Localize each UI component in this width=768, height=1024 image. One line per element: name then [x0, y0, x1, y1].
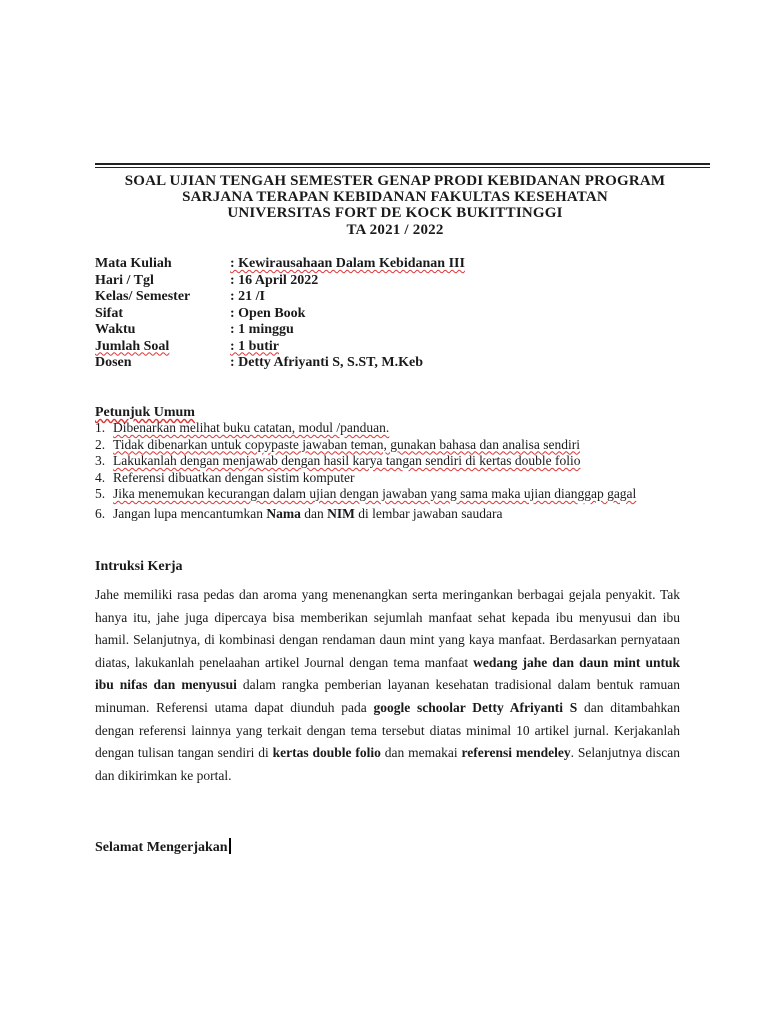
info-value: : Open Book — [230, 305, 306, 321]
info-label: Jumlah Soal — [95, 338, 170, 354]
item-text-bold: NIM — [327, 505, 355, 521]
general-instructions-heading: Petunjuk Umum — [95, 405, 195, 420]
exam-title-line-4: TA 2021 / 2022 — [346, 222, 444, 238]
info-label: Hari / Tgl — [95, 272, 154, 288]
exam-title-line-2: SARJANA TERAPAN KEBIDANAN FAKULTAS KESEHATAN — [182, 189, 608, 205]
general-instructions-list — [95, 420, 685, 522]
info-value: : 16 April 2022 — [230, 272, 319, 288]
info-value: : 1 minggu — [230, 322, 294, 337]
paragraph-text: dalam rangka pemberian layanan kesehatan tradisional dalam bentuk ramuan minuman. Referensi utama dapat diunduh pada — [95, 677, 680, 715]
item-text-part: di lembar jawaban saudara — [354, 505, 503, 521]
list-item — [95, 437, 685, 454]
course-info-table — [95, 256, 695, 372]
list-item — [95, 470, 685, 487]
item-text: Lakukanlah dengan menjawab dengan hasil karya tangan sendiri di kertas double folio — [113, 453, 581, 468]
list-item — [95, 506, 685, 523]
closing-label: Selamat Mengerjakan — [95, 840, 228, 855]
item-text-bold: Nama — [266, 505, 301, 521]
item-number: 1. — [95, 420, 106, 435]
info-row-lecturer — [95, 355, 695, 372]
item-text: Dibenarkan melihat buku catatan, modul /panduan. — [113, 420, 390, 435]
item-number: 4. — [95, 469, 106, 485]
paragraph-text: . Selanjutnya discan dan dikirimkan ke portal. — [95, 745, 681, 783]
exam-title-line-1: SOAL UJIAN TENGAH SEMESTER GENAP PRODI KEBIDANAN PROGRAM — [124, 173, 666, 189]
work-instructions-paragraph — [95, 584, 680, 787]
item-number: 3. — [95, 453, 106, 468]
item-text: Referensi dibuatkan dengan sistim komputer — [113, 469, 355, 485]
item-text: Tidak dibenarkan untuk copypaste jawaban teman, gunakan bahasa dan analisa sendiri — [113, 436, 580, 452]
info-value: : 21 /I — [230, 289, 265, 304]
paragraph-text: dan ditambahkan dengan referensi lainnya yang terkait dengan tema tersebut diatas minimal 10 artikel jurnal. Kerjakanlah dengan tulisan tangan sendiri di — [95, 699, 680, 761]
info-label: Dosen — [95, 355, 132, 370]
info-label: Mata Kuliah — [95, 256, 172, 271]
paragraph-bold: google schoolar Detty Afriyanti S — [373, 699, 578, 715]
info-label: Kelas/ Semester — [95, 289, 191, 304]
item-text: Jika menemukan kecurangan dalam ujian dengan jawaban yang sama maka ujian dianggap gagal — [113, 486, 637, 501]
item-text-part: Jangan lupa mencantumkan — [113, 505, 267, 521]
info-row-time — [95, 322, 695, 339]
header-rule-thin — [95, 167, 710, 168]
item-number: 6. — [95, 505, 106, 521]
closing-text — [95, 838, 231, 856]
info-label: Sifat — [95, 305, 123, 321]
item-number: 2. — [95, 436, 106, 452]
item-text-part: dan — [300, 505, 328, 521]
list-item — [95, 420, 685, 437]
info-row-nature — [95, 306, 695, 323]
paragraph-text: Jahe memiliki rasa pedas dan aroma yang menenangkan serta meringankan berbagai gejala penyakit. Tak hanya itu, jahe juga dipercaya bisa memberikan sejumlah manfaat sehat kepada ibu menyusui dan ibu hamil. Selanjutnya, di kombinasi dengan rendaman daun mint yang kaya manfaat. Berdasarkan pernyataan diatas, lakukanlah penelaahan artikel Journal dengan tema manfaat — [95, 587, 680, 670]
info-row-course — [95, 256, 695, 273]
paragraph-bold: kertas double folio — [272, 745, 381, 761]
text-cursor — [229, 838, 231, 854]
info-value: : Detty Afriyanti S, S.ST, M.Keb — [230, 355, 424, 370]
info-row-date — [95, 273, 695, 290]
item-text — [113, 506, 685, 523]
paragraph-bold: referensi mendeley — [461, 745, 571, 761]
list-item — [95, 486, 685, 503]
info-value: : Kewirausahaan Dalam Kebidanan III — [230, 256, 465, 271]
paragraph-bold: wedang jahe dan daun mint untuk ibu nifas dan menyusui — [95, 654, 680, 693]
paragraph-text: dan memakai — [380, 745, 462, 761]
exam-title-line-3: UNIVERSITAS FORT DE KOCK BUKITTINGGI — [227, 205, 563, 221]
work-instructions-heading: Intruksi Kerja — [95, 559, 183, 574]
list-item — [95, 453, 685, 470]
info-value: : 1 butir — [230, 338, 279, 354]
header-rule-thick — [95, 163, 710, 165]
info-label: Waktu — [95, 322, 136, 337]
info-row-questions — [95, 339, 695, 356]
item-number: 5. — [95, 486, 106, 501]
info-row-class — [95, 289, 695, 306]
